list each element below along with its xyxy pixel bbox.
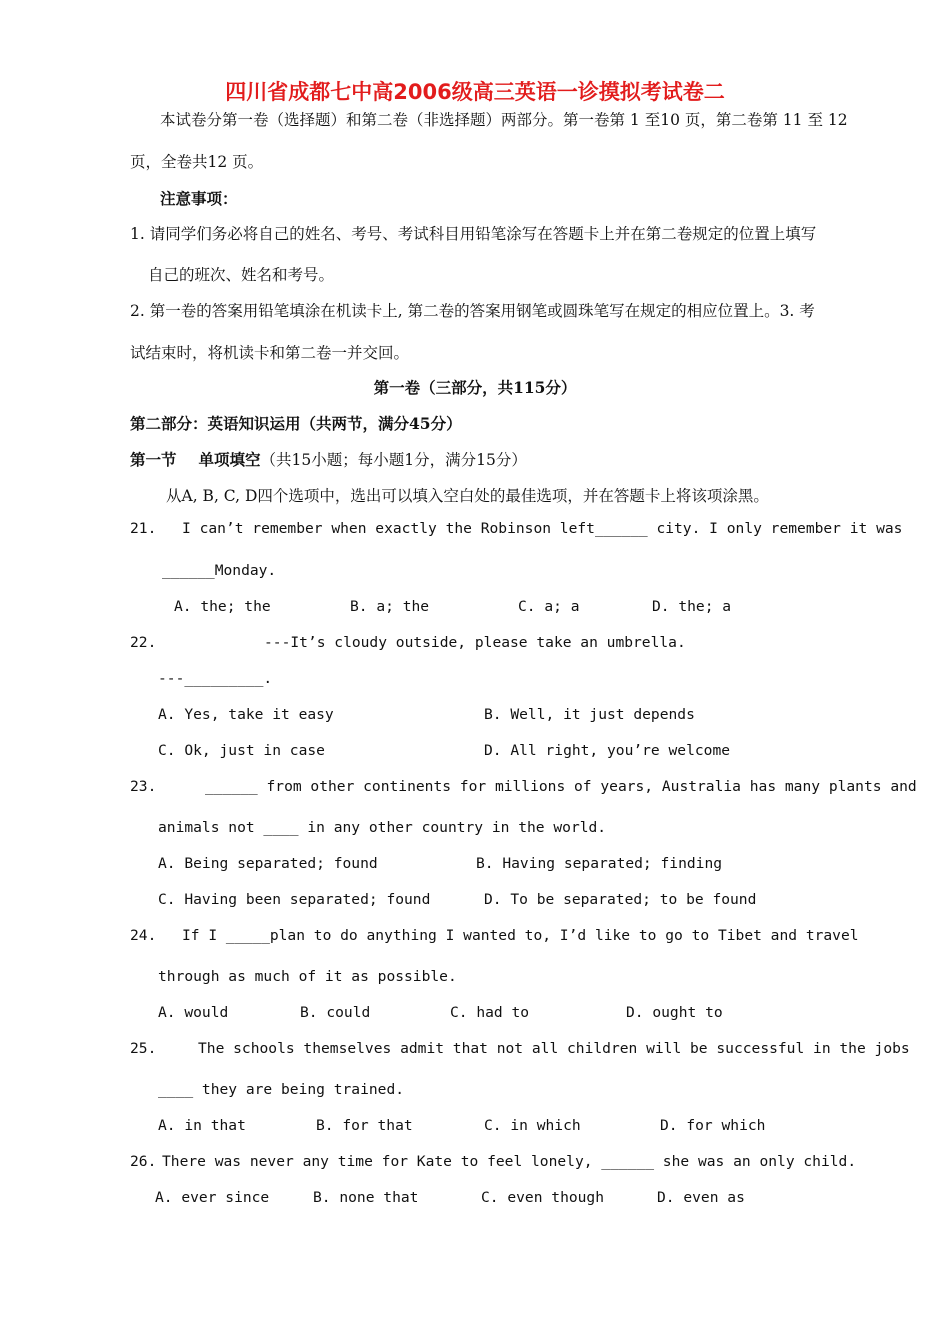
- option-a: A. Yes, take it easy: [158, 706, 334, 723]
- question-26-line-1: There was never any time for Kate to feel lonely, ______ she was an only child.: [162, 1153, 857, 1170]
- option-a: A. would: [158, 1004, 229, 1021]
- option-a: A. ever since: [155, 1189, 270, 1206]
- option-b: B. a; the: [350, 598, 430, 615]
- option-b: B. for that: [316, 1117, 413, 1134]
- option-a: A. in that: [158, 1117, 246, 1134]
- question-21-line-1: I can’t remember when exactly the Robinson left______ city. I only remember it was: [182, 520, 903, 537]
- section-instruction: 从A, B, C, D四个选项中，选出可以填入空白处的最佳选项，并在答题卡上将该项涂黑。: [166, 487, 769, 505]
- option-c: C. in which: [484, 1117, 581, 1134]
- option-c: C. a; a: [518, 598, 580, 615]
- option-b: B. none that: [313, 1189, 419, 1206]
- exam-title: 四川省成都七中高2006级高三英语一诊摸拟考试卷二: [225, 80, 725, 104]
- question-22-line-1: ---It’s cloudy outside, please take an umbrella.: [264, 634, 686, 651]
- section-detail: （共15小题；每小题1分，满分15分）: [260, 451, 527, 469]
- question-number: 21.: [130, 520, 157, 537]
- option-d: D. the; a: [652, 598, 732, 615]
- option-d: D. ought to: [626, 1004, 723, 1021]
- option-c: C. even though: [481, 1189, 605, 1206]
- option-d: D. for which: [660, 1117, 766, 1134]
- question-25-line-2: ____ they are being trained.: [158, 1081, 405, 1098]
- notice-heading: 注意事项：: [160, 189, 238, 208]
- question-24-line-1: If I _____plan to do anything I wanted to, I’d like to go to Tibet and travel: [182, 927, 859, 944]
- option-d: D. even as: [657, 1189, 745, 1206]
- question-22-line-2: ---_________.: [158, 670, 273, 687]
- section-name: 第一节: [130, 450, 177, 469]
- notice-item-2-line-1: 2. 第一卷的答案用铅笔填涂在机读卡上, 第二卷的答案用钢笔或圆珠笔写在规定的相应位置上。3. 考: [130, 302, 815, 320]
- option-a: A. the; the: [174, 598, 271, 615]
- section-heading: [130, 448, 527, 470]
- option-c: C. had to: [450, 1004, 530, 1021]
- question-24-line-2: through as much of it as possible.: [158, 968, 457, 985]
- question-25-line-1: The schools themselves admit that not all children will be successful in the jobs: [198, 1040, 910, 1057]
- option-c: C. Ok, just in case: [158, 742, 325, 759]
- section-title: 单项填空: [198, 450, 261, 469]
- option-d: D. To be separated; to be found: [484, 891, 757, 908]
- question-21-line-2: ______Monday.: [162, 562, 277, 579]
- notice-item-2-line-2: 试结束时，将机读卡和第二卷一并交回。: [130, 344, 410, 362]
- question-number: 23.: [130, 778, 157, 795]
- question-number: 25.: [130, 1040, 157, 1057]
- option-b: B. Having separated; finding: [476, 855, 723, 872]
- question-23-line-2: animals not ____ in any other country in the world.: [158, 819, 607, 836]
- option-a: A. Being separated; found: [158, 855, 378, 872]
- option-b: B. could: [300, 1004, 371, 1021]
- notice-item-1-line-1: 1. 请同学们务必将自己的姓名、考号、考试科目用铅笔涂写在答题卡上并在第二卷规定的位置上填写: [130, 225, 817, 243]
- notice-item-1-line-2: 自己的班次、姓名和考号。: [148, 266, 335, 284]
- intro-line-1: 本试卷分第一卷（选择题）和第二卷（非选择题）两部分。第一卷第 1 至10 页，第二卷第 11 至 12: [160, 111, 848, 129]
- part-heading: 第二部分：英语知识运用（共两节，满分45分）: [130, 414, 462, 433]
- option-b: B. Well, it just depends: [484, 706, 695, 723]
- option-c: C. Having been separated; found: [158, 891, 431, 908]
- question-number: 26.: [130, 1153, 157, 1170]
- volume-heading: 第一卷（三部分，共115分）: [373, 378, 577, 397]
- intro-line-2: 页，全卷共12 页。: [130, 153, 264, 171]
- option-d: D. All right, you’re welcome: [484, 742, 731, 759]
- question-number: 24.: [130, 927, 157, 944]
- question-number: 22.: [130, 634, 157, 651]
- question-23-line-1: ______ from other continents for millions of years, Australia has many plants and: [205, 778, 917, 795]
